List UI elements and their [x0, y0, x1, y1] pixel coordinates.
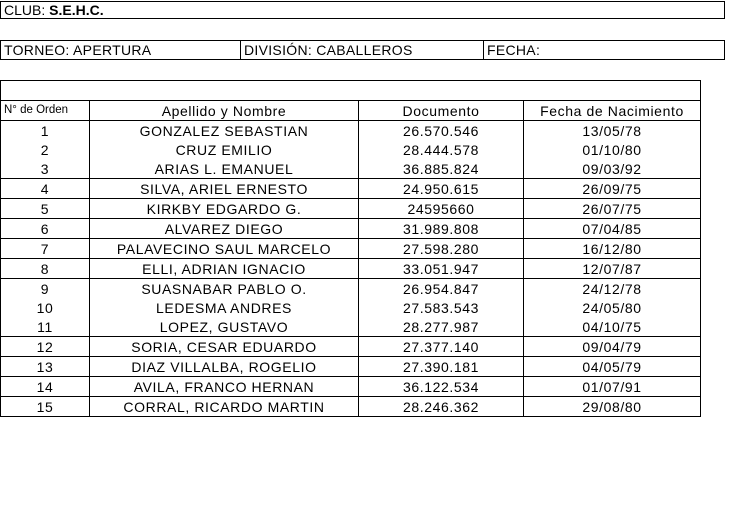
- cell-nacimiento: 26/09/75: [524, 179, 701, 199]
- cell-orden: 4: [1, 179, 90, 199]
- club-header: [0, 1, 725, 19]
- cell-documento: 36.122.534: [359, 377, 524, 397]
- table-row: [1, 259, 701, 279]
- cell-orden: 5: [1, 199, 90, 219]
- cell-nombre: SUASNABAR PABLO O.: [90, 279, 359, 299]
- cell-nacimiento: 12/07/87: [524, 259, 701, 279]
- cell-nacimiento: 04/10/75: [524, 317, 701, 337]
- cell-orden: 2: [1, 140, 90, 159]
- cell-nacimiento: 13/05/78: [524, 121, 701, 141]
- header-nacimiento: Fecha de Nacimiento: [524, 101, 701, 121]
- division-cell: DIVISIÓN: CABALLEROS: [241, 41, 484, 59]
- cell-nacimiento: 01/10/80: [524, 140, 701, 159]
- cell-nombre: ARIAS L. EMANUEL: [90, 159, 359, 179]
- cell-nacimiento: 24/05/80: [524, 298, 701, 317]
- cell-nombre: ELLI, ADRIAN IGNACIO: [90, 259, 359, 279]
- cell-documento: 24.950.615: [359, 179, 524, 199]
- cell-orden: 1: [1, 121, 90, 141]
- cell-nombre: CORRAL, RICARDO MARTIN: [90, 397, 359, 417]
- cell-orden: 12: [1, 337, 90, 357]
- cell-nombre: PALAVECINO SAUL MARCELO: [90, 239, 359, 259]
- cell-orden: 7: [1, 239, 90, 259]
- cell-nacimiento: 07/04/85: [524, 219, 701, 239]
- cell-orden: 9: [1, 279, 90, 299]
- player-roster-table: [0, 80, 701, 417]
- header-documento: Documento: [359, 101, 524, 121]
- torneo-cell: TORNEO: APERTURA: [1, 41, 241, 59]
- cell-documento: 28.444.578: [359, 140, 524, 159]
- cell-orden: 11: [1, 317, 90, 337]
- cell-nombre: CRUZ EMILIO: [90, 140, 359, 159]
- table-row: [1, 179, 701, 199]
- table-row: [1, 377, 701, 397]
- cell-nacimiento: 09/04/79: [524, 337, 701, 357]
- cell-nacimiento: 24/12/78: [524, 279, 701, 299]
- tournament-info-row: [0, 40, 725, 60]
- cell-documento: 27.583.543: [359, 298, 524, 317]
- cell-nombre: LEDESMA ANDRES: [90, 298, 359, 317]
- cell-documento: 28.277.987: [359, 317, 524, 337]
- cell-nacimiento: 26/07/75: [524, 199, 701, 219]
- table-row: [1, 199, 701, 219]
- cell-documento: 27.598.280: [359, 239, 524, 259]
- club-name: S.E.H.C.: [49, 2, 104, 18]
- table-row: [1, 239, 701, 259]
- cell-nombre: LOPEZ, GUSTAVO: [90, 317, 359, 337]
- cell-orden: 13: [1, 357, 90, 377]
- cell-documento: 28.246.362: [359, 397, 524, 417]
- table-header-row: [1, 101, 701, 121]
- cell-documento: 26.954.847: [359, 279, 524, 299]
- fecha-cell: FECHA:: [487, 42, 541, 58]
- cell-orden: 8: [1, 259, 90, 279]
- cell-nacimiento: 01/07/91: [524, 377, 701, 397]
- club-label: CLUB:: [4, 2, 46, 18]
- cell-orden: 6: [1, 219, 90, 239]
- table-row: [1, 397, 701, 417]
- table-row: [1, 357, 701, 377]
- cell-nacimiento: 29/08/80: [524, 397, 701, 417]
- table-row: [1, 317, 701, 337]
- cell-nombre: KIRKBY EDGARDO G.: [90, 199, 359, 219]
- table-row: [1, 121, 701, 141]
- cell-orden: 3: [1, 159, 90, 179]
- table-row: [1, 140, 701, 159]
- cell-orden: 14: [1, 377, 90, 397]
- cell-documento: 26.570.546: [359, 121, 524, 141]
- table-blank-row: [1, 81, 701, 101]
- cell-orden: 10: [1, 298, 90, 317]
- cell-nombre: SORIA, CESAR EDUARDO: [90, 337, 359, 357]
- table-row: [1, 159, 701, 179]
- table-row: [1, 219, 701, 239]
- cell-nombre: AVILA, FRANCO HERNAN: [90, 377, 359, 397]
- cell-documento: 24595660: [359, 199, 524, 219]
- cell-nombre: GONZALEZ SEBASTIAN: [90, 121, 359, 141]
- cell-nacimiento: 04/05/79: [524, 357, 701, 377]
- cell-documento: 27.390.181: [359, 357, 524, 377]
- cell-nombre: SILVA, ARIEL ERNESTO: [90, 179, 359, 199]
- cell-nombre: DIAZ VILLALBA, ROGELIO: [90, 357, 359, 377]
- table-row: [1, 298, 701, 317]
- cell-documento: 36.885.824: [359, 159, 524, 179]
- header-nombre: Apellido y Nombre: [90, 101, 359, 121]
- cell-nacimiento: 09/03/92: [524, 159, 701, 179]
- table-row: [1, 279, 701, 299]
- header-orden: N° de Orden: [1, 101, 90, 121]
- cell-nombre: ALVAREZ DIEGO: [90, 219, 359, 239]
- cell-documento: 31.989.808: [359, 219, 524, 239]
- cell-nacimiento: 16/12/80: [524, 239, 701, 259]
- cell-documento: 33.051.947: [359, 259, 524, 279]
- cell-documento: 27.377.140: [359, 337, 524, 357]
- blank-cell: [1, 81, 701, 101]
- table-row: [1, 337, 701, 357]
- cell-orden: 15: [1, 397, 90, 417]
